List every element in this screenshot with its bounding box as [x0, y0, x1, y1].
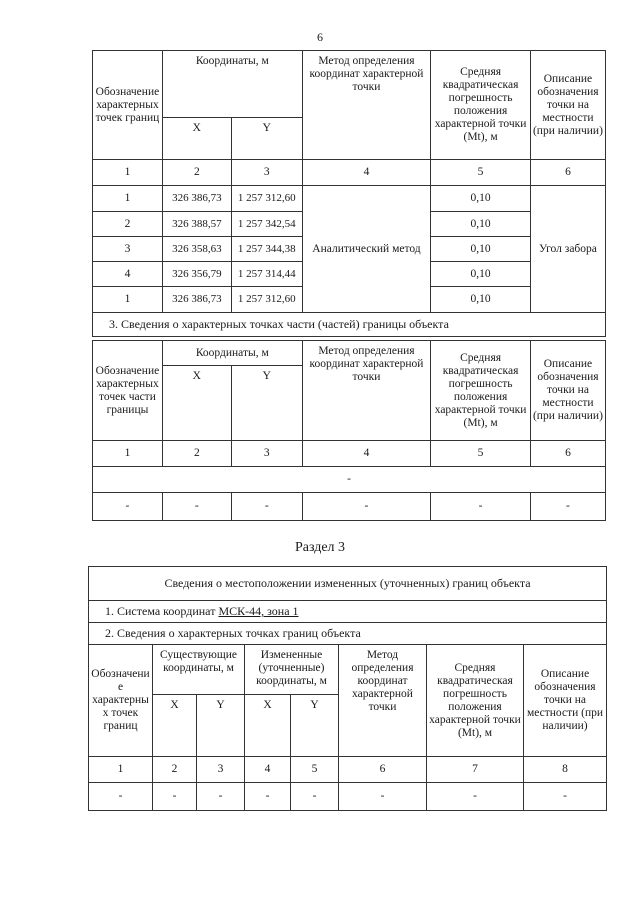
header-x: X	[245, 695, 291, 757]
header-error: Средняя квадратическая погрешность положения характерной точки (Mt), м	[431, 341, 531, 441]
dash-cell: -	[197, 783, 245, 811]
point-id: 2	[93, 212, 163, 237]
header-method: Метод определения координат характерной точки	[339, 645, 427, 757]
header-desc: Описание обозначения точки на местности (при наличии)	[530, 341, 605, 441]
col-num: 6	[530, 441, 605, 467]
col-num: 6	[530, 160, 605, 186]
dash-cell: -	[231, 493, 302, 521]
col-num: 5	[431, 160, 531, 186]
col-num: 5	[431, 441, 531, 467]
coord-y: 1 257 312,60	[231, 287, 302, 313]
header-y: Y	[291, 695, 339, 757]
col-num: 4	[245, 757, 291, 783]
dash-cell: -	[427, 783, 524, 811]
header-y: Y	[231, 118, 302, 160]
page-number: 6	[317, 30, 323, 44]
dash-cell: -	[93, 493, 163, 521]
dash-cell: -	[302, 493, 431, 521]
point-id: 3	[93, 237, 163, 262]
error-value: 0,10	[431, 262, 531, 287]
point-id: 4	[93, 262, 163, 287]
coord-y: 1 257 312,60	[231, 186, 302, 212]
part-heading: 3. Сведения о характерных точках части (частей) границы объекта	[93, 313, 606, 337]
dash-cell: -	[339, 783, 427, 811]
header-x: X	[162, 366, 231, 441]
empty-dash: -	[93, 467, 606, 493]
col-num: 2	[162, 441, 231, 467]
col-num: 6	[339, 757, 427, 783]
col-num: 4	[302, 160, 431, 186]
header-changed: Измененные (уточненные) координаты, м	[245, 645, 339, 695]
points-heading: 2. Сведения о характерных точках границ объекта	[89, 623, 607, 645]
changed-boundaries-table	[88, 566, 607, 811]
error-value: 0,10	[431, 287, 531, 313]
header-x: X	[153, 695, 197, 757]
table-row	[93, 186, 606, 212]
coord-y: 1 257 314,44	[231, 262, 302, 287]
header-desc: Описание обозначения точки на местности (при наличии)	[524, 645, 607, 757]
system-prefix: 1. Система координат	[105, 604, 219, 618]
col-num: 3	[231, 160, 302, 186]
dash-cell: -	[153, 783, 197, 811]
dash-cell: -	[524, 783, 607, 811]
header-x: X	[162, 118, 231, 160]
header-designation: Обозначение характерных точек границ	[89, 645, 153, 757]
header-method: Метод определения координат характерной точки	[302, 341, 431, 441]
coord-x: 326 386,73	[162, 186, 231, 212]
header-existing: Существующие координаты, м	[153, 645, 245, 695]
dash-cell: -	[291, 783, 339, 811]
col-num: 1	[93, 160, 163, 186]
col-num: 1	[89, 757, 153, 783]
header-coords: Координаты, м	[162, 51, 302, 118]
header-method: Метод определения координат характерной точки	[302, 51, 431, 160]
col-num: 2	[162, 160, 231, 186]
col-num: 3	[197, 757, 245, 783]
header-desc: Описание обозначения точки на местности (при наличии)	[530, 51, 605, 160]
dash-cell: -	[162, 493, 231, 521]
part-points-table	[92, 340, 606, 521]
table-row	[89, 783, 607, 811]
coord-x: 326 388,57	[162, 212, 231, 237]
col-num: 5	[291, 757, 339, 783]
method-value: Аналитический метод	[302, 186, 431, 313]
header-designation-part: Обозначение характерных точек части границы	[93, 341, 163, 441]
col-num: 7	[427, 757, 524, 783]
desc-value: Угол забора	[530, 186, 605, 313]
header-error: Средняя квадратическая погрешность положения характерной точки (Mt), м	[431, 51, 531, 160]
coord-x: 326 356,79	[162, 262, 231, 287]
system-value: МСК-44, зона 1	[218, 604, 299, 618]
coord-x: 326 386,73	[162, 287, 231, 313]
header-coords: Координаты, м	[162, 341, 302, 366]
dash-cell: -	[89, 783, 153, 811]
point-id: 1	[93, 186, 163, 212]
table-row	[93, 493, 606, 521]
col-num: 1	[93, 441, 163, 467]
header-y: Y	[231, 366, 302, 441]
dash-cell: -	[431, 493, 531, 521]
header-designation: Обозначение характерных точек границ	[93, 51, 163, 160]
boundary-points-table	[92, 50, 606, 337]
col-num: 2	[153, 757, 197, 783]
section-title: Раздел 3	[294, 540, 346, 555]
header-y: Y	[197, 695, 245, 757]
col-num: 4	[302, 441, 431, 467]
col-num: 8	[524, 757, 607, 783]
coord-y: 1 257 344,38	[231, 237, 302, 262]
error-value: 0,10	[431, 186, 531, 212]
error-value: 0,10	[431, 212, 531, 237]
col-num: 3	[231, 441, 302, 467]
point-id: 1	[93, 287, 163, 313]
dash-cell: -	[245, 783, 291, 811]
coord-x: 326 358,63	[162, 237, 231, 262]
section-heading: Сведения о местоположении измененных (уточненных) границ объекта	[89, 567, 607, 601]
coordinate-system	[89, 601, 607, 623]
dash-cell: -	[530, 493, 605, 521]
error-value: 0,10	[431, 237, 531, 262]
coord-y: 1 257 342,54	[231, 212, 302, 237]
header-error: Средняя квадратическая погрешность положения характерной точки (Mt), м	[427, 645, 524, 757]
